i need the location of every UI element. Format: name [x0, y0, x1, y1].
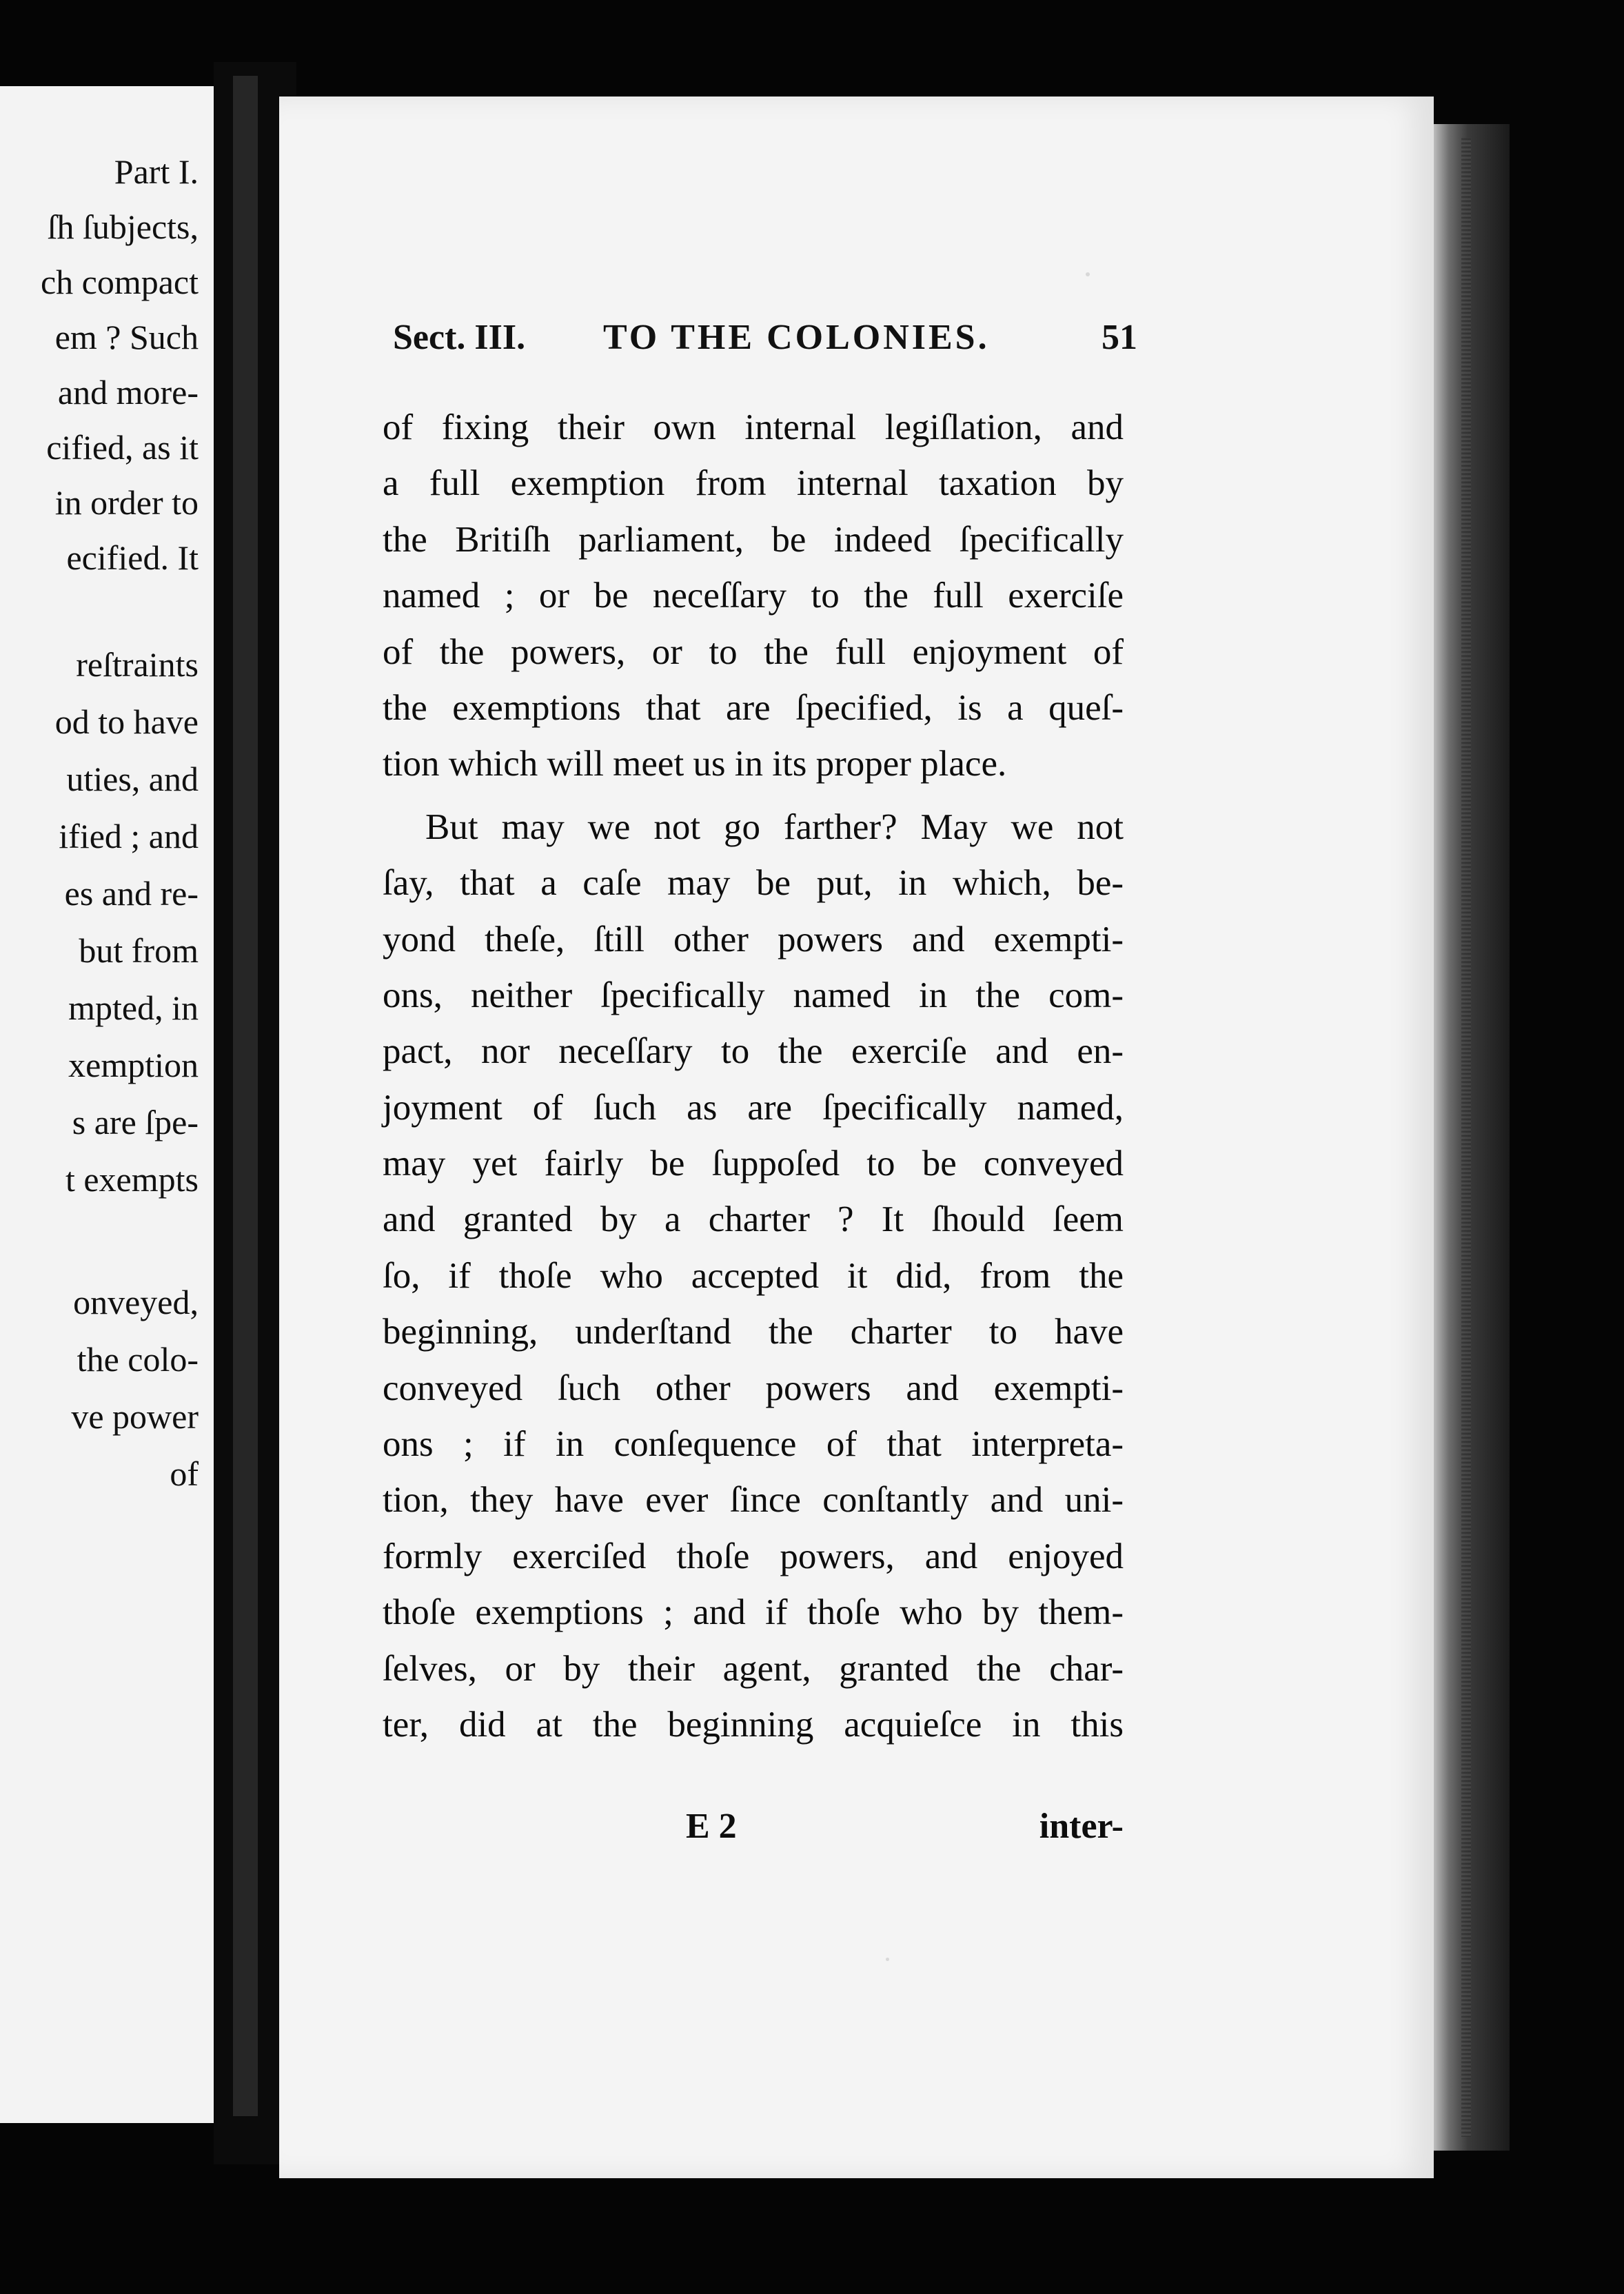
- text-line: ſay, that a caſe may be put, in which, be-: [383, 863, 1124, 904]
- left-page-line: but from: [79, 931, 199, 970]
- left-page-line: s are ſpe-: [72, 1103, 199, 1141]
- text-line: conveyed ſuch other powers and exempti-: [383, 1368, 1124, 1408]
- left-page-line: mpted, in: [68, 988, 199, 1027]
- text-line: ſo, if thoſe who accepted it did, from the: [383, 1255, 1124, 1296]
- left-page-line: ch compact: [40, 263, 199, 301]
- text-line: ons, neither ſpecifically named in the com-: [383, 975, 1124, 1015]
- text-line: yond theſe, ſtill other powers and exempti-: [383, 919, 1124, 960]
- text-line: the exemptions that are ſpecified, is a queſ-: [383, 687, 1124, 728]
- text-line: and granted by a charter ? It ſhould ſeem: [383, 1199, 1124, 1240]
- left-page-line: uties, and: [66, 760, 199, 798]
- left-page-line: Part I.: [114, 152, 199, 191]
- left-page-line: reſtraints: [76, 645, 199, 684]
- left-page-line: od to have: [54, 702, 199, 741]
- text-line: a full exemption from internal taxation by: [383, 463, 1124, 504]
- catchword: inter-: [1039, 1807, 1124, 1846]
- text-line: named ; or be neceſſary to the full exerciſe: [383, 576, 1124, 616]
- page-number: 51: [1102, 318, 1137, 357]
- text-line: beginning, underſtand the charter to have: [383, 1312, 1124, 1352]
- left-page-line: ve power: [71, 1397, 199, 1436]
- text-line: ons ; if in conſequence of that interpreta-: [383, 1424, 1124, 1465]
- running-title: TO THE COLONIES.: [603, 318, 990, 357]
- text-line: ter, did at the beginning acquieſce in this: [383, 1704, 1124, 1745]
- page-edges: [1434, 124, 1510, 2151]
- text-line: But may we not go farther? May we not: [425, 806, 1124, 847]
- text-line: the Britiſh parliament, be indeed ſpecifically: [383, 519, 1124, 560]
- section-label: Sect. III.: [393, 318, 526, 357]
- text-line: tion, they have ever ſince conſtantly and uni-: [383, 1480, 1124, 1521]
- paragraph-gap: [383, 793, 1124, 800]
- body-text: [383, 400, 1124, 1753]
- left-page-line: of: [170, 1454, 199, 1493]
- left-page-line: em ? Such: [54, 318, 199, 356]
- text-line: tion which will meet us in its proper place.: [383, 744, 1007, 784]
- text-line: formly exerciſed thoſe powers, and enjoyed: [383, 1536, 1124, 1576]
- left-page-line: in order to: [54, 483, 199, 522]
- text-line: joyment of ſuch as are ſpecifically named,: [383, 1087, 1124, 1128]
- left-page-line: and more-: [57, 373, 199, 412]
- running-head: [393, 317, 1137, 365]
- text-line: of the powers, or to the full enjoyment of: [383, 631, 1124, 672]
- previous-page: [0, 86, 214, 2123]
- left-page-line: ecified. It: [66, 538, 199, 577]
- paper-speck: [1086, 272, 1090, 276]
- left-page-line: t exempts: [65, 1160, 199, 1199]
- text-line: pact, nor neceſſary to the exerciſe and en-: [383, 1031, 1124, 1072]
- left-page-line: cified, as it: [46, 428, 199, 467]
- left-page-line: es and re-: [64, 874, 199, 913]
- page-edges-texture: [1461, 138, 1471, 2137]
- left-page-line: onveyed,: [73, 1283, 199, 1321]
- text-line: of fixing their own internal legiſlation, and: [383, 407, 1124, 447]
- left-page-line: xemption: [68, 1046, 199, 1084]
- signature-mark: E 2: [686, 1807, 737, 1846]
- text-line: may yet fairly be ſuppoſed to be conveyed: [383, 1144, 1124, 1184]
- gutter-shadow: [233, 76, 258, 2116]
- text-line: thoſe exemptions ; and if thoſe who by them-: [383, 1592, 1124, 1633]
- page-footer: [383, 1806, 1124, 1854]
- paper-speck: [886, 1958, 889, 1961]
- left-page-line: ſh ſubjects,: [47, 207, 199, 246]
- left-page-line: the colo-: [77, 1340, 199, 1379]
- text-line: ſelves, or by their agent, granted the char-: [383, 1648, 1124, 1689]
- left-page-line: ified ; and: [59, 817, 199, 855]
